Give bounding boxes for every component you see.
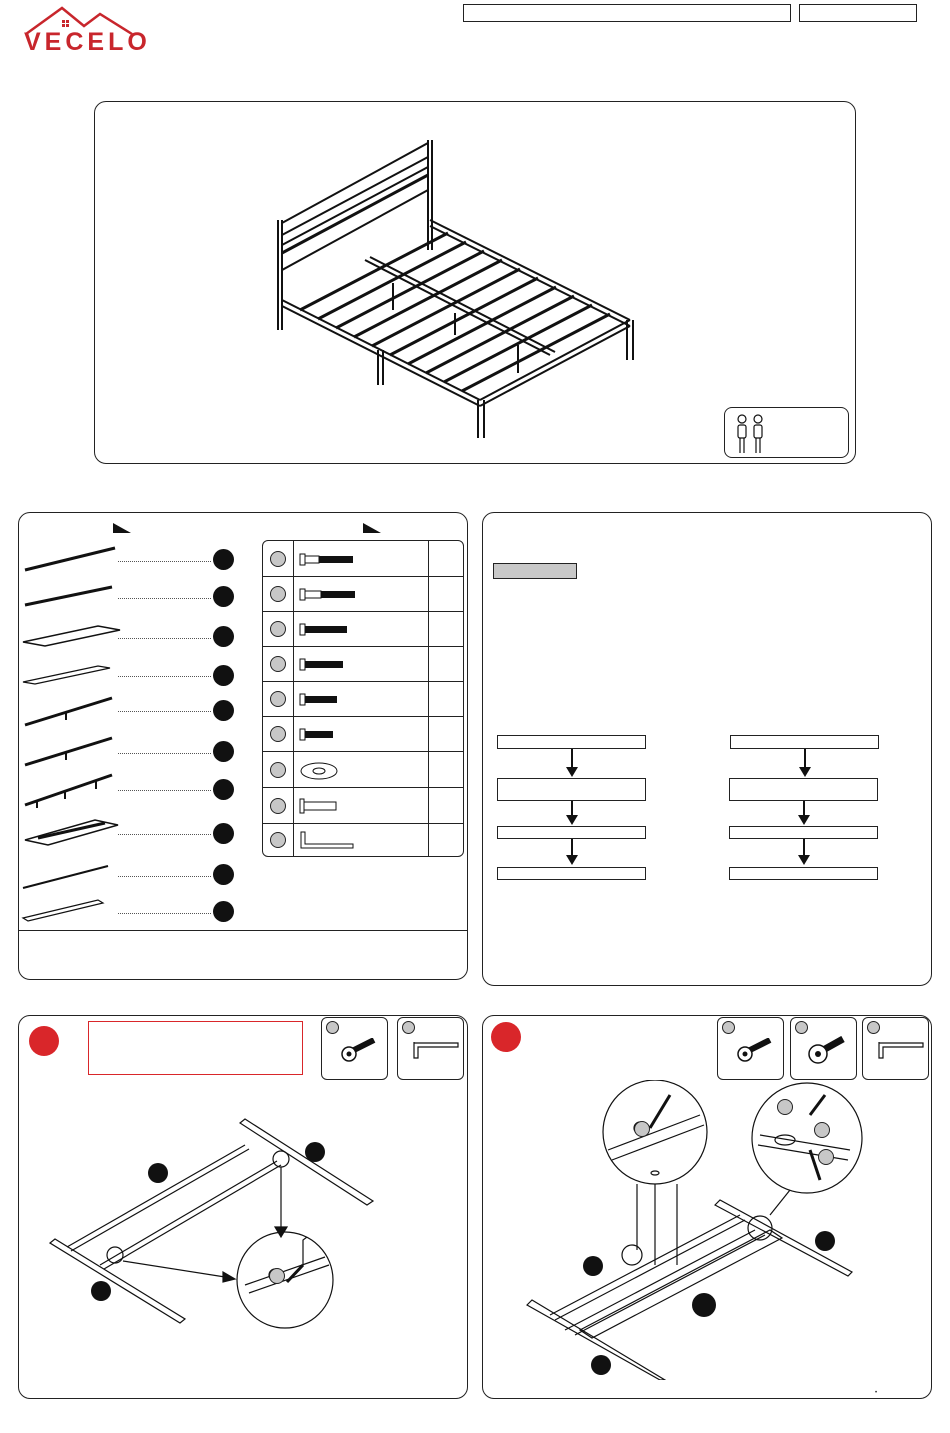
- hardware-letter-badge: [270, 621, 286, 637]
- step-1-part-badge: [91, 1281, 111, 1301]
- two-person-icon: [733, 413, 769, 455]
- hardware-row-d: [263, 647, 463, 682]
- hardware-letter-badge: [270, 586, 286, 602]
- hardware-row-a: [263, 541, 463, 577]
- short-bolt-icon: [299, 693, 359, 707]
- allen-key-tool-icon: [877, 1040, 925, 1062]
- part-7-leader: [118, 790, 211, 791]
- step-1-allen-key-tool-box: [397, 1017, 464, 1080]
- part-4-leader: [118, 676, 211, 677]
- step-2-badge: [491, 1022, 521, 1052]
- flow-right-step-1: [730, 735, 879, 749]
- hardware-letter-badge: [814, 1122, 830, 1138]
- step-1-part-badge: [148, 1163, 168, 1183]
- hardware-letter-badge: [634, 1121, 650, 1137]
- part-6-drawing: [25, 738, 112, 765]
- medium-bolt-icon: [299, 623, 359, 637]
- hardware-table: [262, 540, 464, 857]
- part-5-badge: [213, 700, 234, 721]
- flow-arrow-down-icon: [797, 839, 811, 867]
- hardware-row-f: [263, 717, 463, 752]
- hardware-heading-arrow-icon: [363, 523, 383, 535]
- parts-drawings: [20, 540, 125, 930]
- part-9-leader: [118, 876, 211, 877]
- barrel-nut-icon: [299, 798, 359, 814]
- hardware-row-b: [263, 577, 463, 612]
- hardware-letter-badge: [270, 798, 286, 814]
- hardware-letter-badge: [270, 726, 286, 742]
- flow-right-step-2: [729, 778, 878, 801]
- washer-icon: [299, 761, 359, 781]
- washer-nut-tool-icon: [807, 1036, 849, 1068]
- hardware-row-i: [263, 824, 463, 857]
- bolt-tool-icon: [340, 1038, 380, 1068]
- step-1-badge: [29, 1026, 59, 1056]
- parts-panel-divider: [19, 930, 467, 931]
- part-9-drawing: [23, 866, 108, 888]
- hardware-letter-badge: [867, 1021, 880, 1034]
- part-6-badge: [213, 741, 234, 762]
- hardware-letter-badge: [270, 691, 286, 707]
- hardware-letter-badge: [270, 656, 286, 672]
- hardware-letter-badge: [722, 1021, 735, 1034]
- model-field: [463, 4, 791, 22]
- part-8-leader: [118, 834, 211, 835]
- part-1-leader: [118, 561, 211, 562]
- long-bolt-icon: [299, 588, 359, 602]
- brand-wordmark: VECELO: [24, 28, 151, 56]
- flow-left-step-2: [497, 778, 646, 801]
- bed-frame-illustration: [270, 135, 640, 445]
- flow-left-step-3: [497, 826, 646, 839]
- hardware-letter-badge: [269, 1268, 285, 1284]
- hardware-letter-badge: [326, 1021, 339, 1034]
- flow-arrow-down-icon: [565, 801, 579, 827]
- code-field: [799, 4, 917, 22]
- part-7-badge: [213, 779, 234, 800]
- hardware-letter-badge: [270, 551, 286, 567]
- part-10-drawing: [23, 900, 103, 921]
- flow-right-step-4: [729, 867, 878, 880]
- part-7-drawing: [25, 775, 112, 808]
- part-6-leader: [118, 753, 211, 754]
- flow-right-step-3: [729, 826, 878, 839]
- hardware-letter-badge: [818, 1149, 834, 1165]
- part-5-drawing: [25, 698, 112, 725]
- flow-arrow-down-icon: [565, 749, 579, 779]
- hardware-letter-badge: [270, 762, 286, 778]
- hardware-letter-badge: [777, 1099, 793, 1115]
- part-10-badge: [213, 901, 234, 922]
- parts-heading-arrow-icon: [113, 523, 133, 535]
- allen-key-icon: [299, 830, 359, 852]
- step-1-part-badge: [305, 1142, 325, 1162]
- step-1-warning-box: [88, 1021, 303, 1075]
- short-bolt-icon: [299, 728, 359, 742]
- assembly-people-box: [724, 407, 849, 458]
- hardware-row-c: [263, 612, 463, 647]
- notice-label-bar: [493, 563, 577, 579]
- step-2-part-badge: [591, 1355, 611, 1375]
- hardware-letter-badge: [795, 1021, 808, 1034]
- hardware-row-h: [263, 788, 463, 824]
- part-2-drawing: [25, 587, 112, 605]
- flow-left-step-4: [497, 867, 646, 880]
- bolt-tool-icon: [736, 1038, 776, 1068]
- step-2-washer-nut-tool-box: [790, 1017, 857, 1080]
- step-2-bolt-tool-box: [717, 1017, 784, 1080]
- flow-arrow-down-icon: [565, 839, 579, 867]
- part-8-drawing: [25, 820, 118, 845]
- step-2-allen-key-tool-box: [862, 1017, 929, 1080]
- part-10-leader: [118, 913, 211, 914]
- flow-arrow-down-icon: [798, 749, 812, 779]
- part-5-leader: [118, 711, 211, 712]
- hardware-letter-badge: [402, 1021, 415, 1034]
- hardware-row-e: [263, 682, 463, 717]
- flow-left-step-1: [497, 735, 646, 749]
- hardware-row-g: [263, 752, 463, 788]
- part-9-badge: [213, 864, 234, 885]
- step-2-part-badge: [815, 1231, 835, 1251]
- part-4-drawing: [23, 666, 110, 684]
- instructions-panel: [482, 512, 932, 986]
- long-bolt-icon: [299, 553, 359, 567]
- part-8-badge: [213, 823, 234, 844]
- step-1-assembly-diagram: [45, 1115, 385, 1335]
- part-2-badge: [213, 586, 234, 607]
- step-1-bolt-tool-box: [321, 1017, 388, 1080]
- part-3-badge: [213, 626, 234, 647]
- step-2-part-badge: [583, 1256, 603, 1276]
- part-1-badge: [213, 549, 234, 570]
- medium-bolt-icon: [299, 658, 359, 672]
- part-3-leader: [118, 638, 211, 639]
- hardware-letter-badge: [270, 832, 286, 848]
- page-mark: •: [875, 1390, 878, 1396]
- part-2-leader: [118, 598, 211, 599]
- flow-arrow-down-icon: [797, 801, 811, 827]
- allen-key-tool-icon: [412, 1040, 460, 1062]
- part-1-drawing: [25, 548, 115, 570]
- step-2-part-badge: [692, 1293, 716, 1317]
- part-4-badge: [213, 665, 234, 686]
- part-3-drawing: [23, 626, 120, 646]
